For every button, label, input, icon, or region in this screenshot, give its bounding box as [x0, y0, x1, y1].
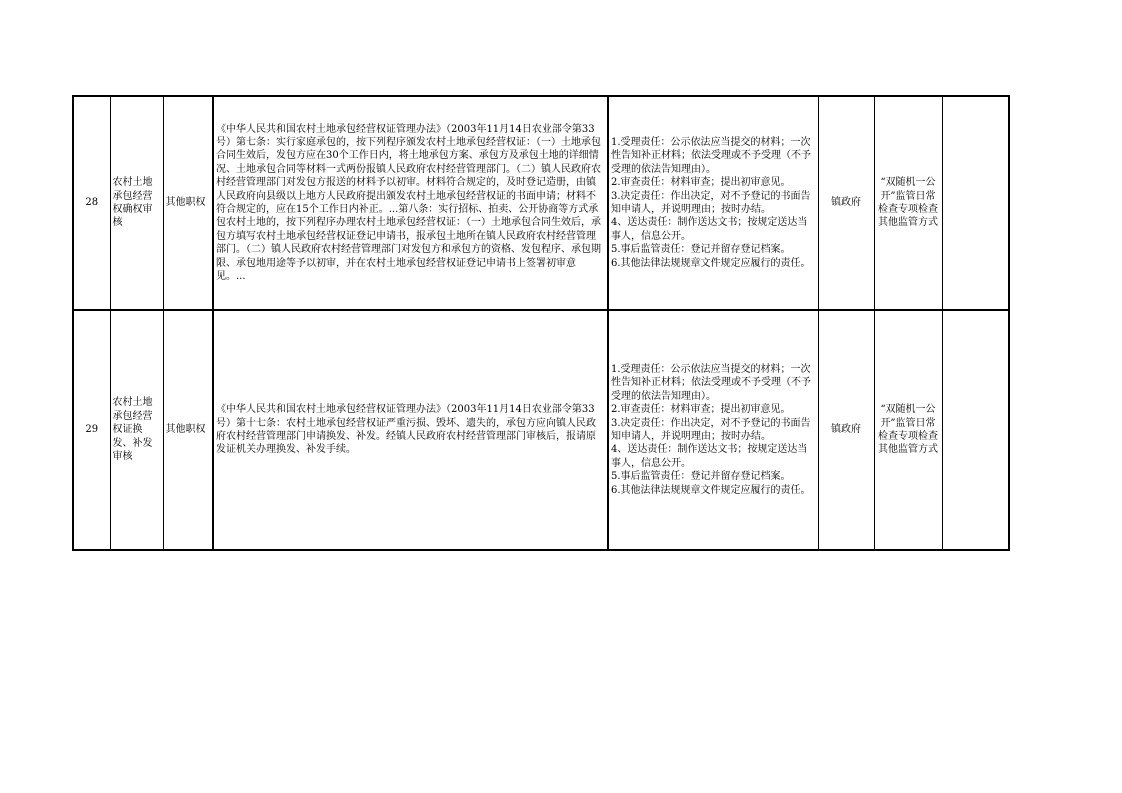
- item-name: 农村土地承包经营权确权审核: [110, 96, 163, 310]
- table-row: [73, 96, 1009, 310]
- responsibility-item: 2.审查责任：材料审查；提出初审意见。: [611, 177, 791, 189]
- legal-basis: 《中华人民共和国农村土地承包经营权证管理办法》（2003年11月14日农业部令第33号）第七条：实行家庭承包的，按下列程序颁发农村土地承包经营权证：（一）土地承包合同生效后，发包方应在30个工作日内，将土地承包方案、承包方及承包土地的详细情况、土地承包合同等材料一式两份报镇人民政府农村经营管理部门。（二）镇人民政府农村经营管理部门对发包方报送的材料予以初审。材料符合规定的，及时登记造册，由镇人民政府向县级以上地方人民政府提出颁发农村土地承包经营权证的书面申请；材料不符合规定的，应在15个工作日内补正。...第八条：实行招标、拍卖、公开协商等方式承包农村土地的，按下列程序办理农村土地承包经营权证：（一）土地承包合同生效后，承包方填写农村土地承包经营权证登记申请书，报承包土地所在镇人民政府农村经营管理部门。（二）镇人民政府农村经营管理部门对发包方和承包方的资格、发包程序、承包期限、承包地用途等予以初审，并在农村土地承包经营权证登记申请书上签署初审意见。...: [213, 96, 608, 310]
- responsibility-item: 2.审查责任：材料审查；提出初审意见。: [611, 404, 791, 416]
- row-number: 29: [73, 310, 110, 550]
- implementing-body: 镇政府: [818, 96, 874, 310]
- responsibility-item: 4、送达责任：制作送达文书；按规定送达当事人，信息公开。: [611, 444, 808, 469]
- responsibility-item: 3.决定责任：作出决定，对不予登记的书面告知申请人，并说明理由；按时办结。: [611, 417, 811, 442]
- supervision-method: “双随机一公开”监管日常检查专项检查其他监管方式: [874, 310, 942, 550]
- responsibility-list: [608, 96, 818, 310]
- responsibility-item: 3.决定责任：作出决定，对不予登记的书面告知申请人，并说明理由；按时办结。: [611, 190, 811, 215]
- power-list-table: [72, 95, 1010, 551]
- legal-basis: 《中华人民共和国农村土地承包经营权证管理办法》（2003年11月14日农业部令第33号）第十七条：农村土地承包经营权证严重污损、毁坏、遗失的，承包方应向镇人民政府农村经营管理部门申请换发、补发。经镇人民政府农村经营管理部门审核后，报请原发证机关办理换发、补发手续。: [213, 310, 608, 550]
- responsibility-item: 5.事后监管责任：登记并留存登记档案。: [611, 471, 791, 483]
- implementing-body: 镇政府: [818, 310, 874, 550]
- power-type: 其他职权: [163, 310, 213, 550]
- table-row: [73, 310, 1009, 550]
- remark-cell: [942, 310, 1009, 550]
- responsibility-item: 5.事后监管责任：登记并留存登记档案。: [611, 244, 791, 256]
- responsibility-item: 1.受理责任：公示依法应当提交的材料；一次性告知补正材料；依法受理或不予受理（不予受理的依法告知理由）。: [611, 136, 811, 175]
- item-name: 农村土地承包经营权证换发、补发审核: [110, 310, 163, 550]
- row-number: 28: [73, 96, 110, 310]
- supervision-method: “双随机一公开”监管日常检查专项检查其他监管方式: [874, 96, 942, 310]
- responsibility-item: 4、送达责任：制作送达文书；按规定送达当事人，信息公开。: [611, 217, 808, 242]
- responsibility-item: 1.受理责任：公示依法应当提交的材料；一次性告知补正材料；依法受理或不予受理（不予受理的依法告知理由）。: [611, 363, 811, 402]
- responsibility-item: 6.其他法律法规规章文件规定应履行的责任。: [611, 484, 811, 496]
- power-type: 其他职权: [163, 96, 213, 310]
- remark-cell: [942, 96, 1009, 310]
- responsibility-list: [608, 310, 818, 550]
- responsibility-item: 6.其他法律法规规章文件规定应履行的责任。: [611, 257, 811, 269]
